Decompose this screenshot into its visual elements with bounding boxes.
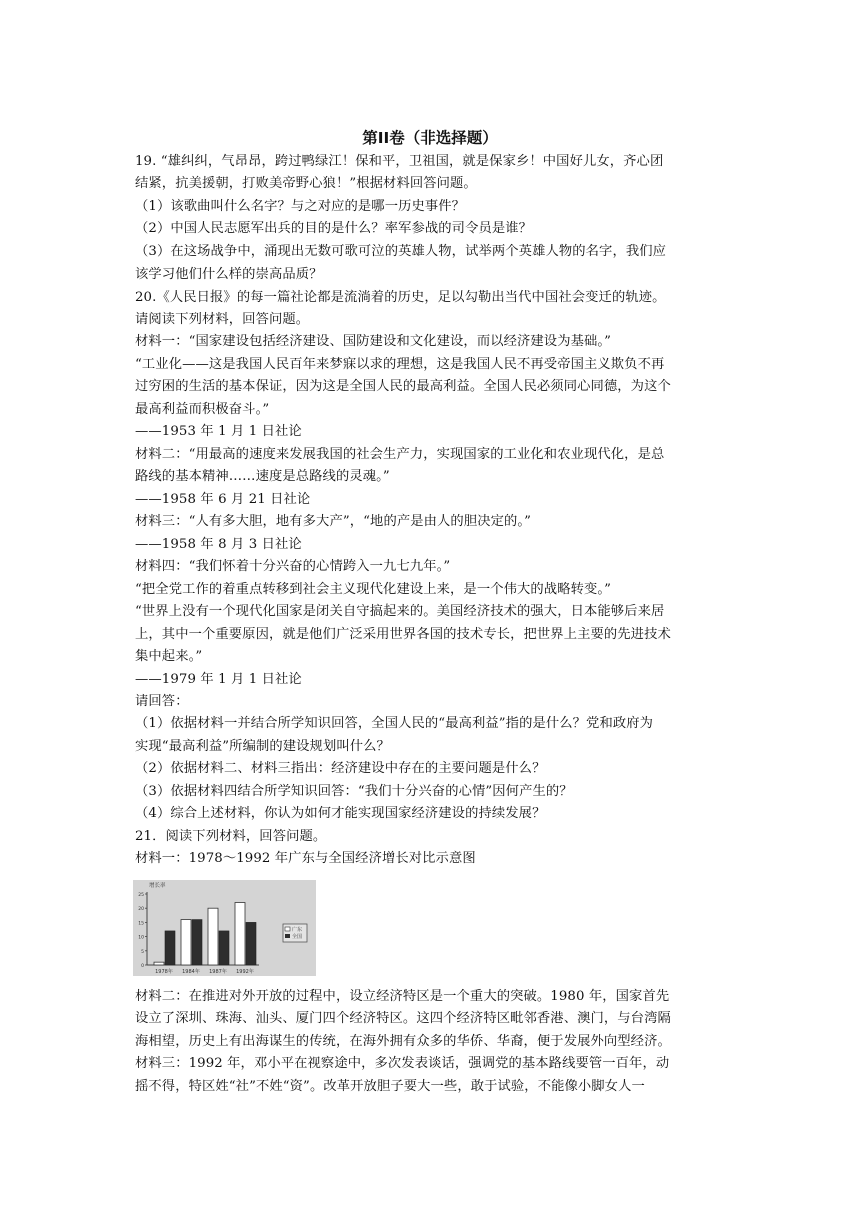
q20-material-1-line-2: “工业化——这是我国人民百年来梦寐以求的理想，这是我国人民不再受帝国主义欺负不再 xyxy=(135,357,665,372)
y-tick-label-3: 15 xyxy=(138,921,144,927)
bar-national-1 xyxy=(192,920,202,965)
q19-stem-line-1: 19. “雄纠纠，气昂昂，跨过鸭绿江！保和平，卫祖国，就是保家乡！中国好儿女，齐心团 xyxy=(135,154,664,169)
q20-stem-line-1: 20.《人民日报》的每一篇社论都是流淌着的历史，足以勾勒出当代中国社会变迁的轨迹。 xyxy=(135,290,666,305)
x-tick-label-0: 1978年 xyxy=(155,969,173,975)
chart-svg xyxy=(133,880,316,976)
q20-material-1-line-4: 最高利益而积极奋斗。” xyxy=(135,402,270,417)
q19-sub-question-3-line-1: （3）在这场战争中，涌现出无数可歌可泣的英雄人物，试举两个英雄人物的名字，我们应 xyxy=(135,244,667,259)
legend-swatch-guangdong xyxy=(285,927,290,931)
q20-sub-question-2: （2）依据材料二、材料三指出：经济建设中存在的主要问题是什么？ xyxy=(135,761,546,776)
q19-sub-question-2: （2）中国人民志愿军出兵的目的是什么？率军参战的司令员是谁？ xyxy=(135,221,533,236)
y-tick-label-4: 20 xyxy=(138,907,144,913)
q20-stem-line-2: 请阅读下列材料，回答问题。 xyxy=(135,312,310,327)
bar-national-0 xyxy=(165,931,175,965)
q20-sub-question-1-line-1: （1）依据材料一并结合所学知识回答，全国人民的“最高利益”指的是什么？党和政府为 xyxy=(135,716,654,731)
q20-material-2-line-2: 路线的基本精神……速度是总路线的灵魂。” xyxy=(135,469,390,484)
legend-label-national: 全国 xyxy=(292,934,303,940)
q21-material-2-line-1: 材料二：在推进对外开放的过程中，设立经济特区是一个重大的突破。1980 年，国家首先 xyxy=(135,989,670,1004)
q21-material-2-line-3: 海相望，历史上有出海谋生的传统，在海外拥有众多的华侨、华裔，便于发展外向型经济。 xyxy=(135,1034,671,1049)
q20-sub-question-1-line-2: 实现“最高利益”所编制的建设规划叫什么？ xyxy=(135,739,390,754)
y-axis-label: 增长率 xyxy=(149,883,166,889)
bar-national-2 xyxy=(219,931,229,965)
q20-material-3-source: ——1958 年 8 月 3 日社论 xyxy=(135,537,302,552)
q20-material-1-line-3: 过穷困的生活的基本保证，因为这是全国人民的最高利益。全国人民必须同心同德，为这个 xyxy=(135,379,671,394)
growth-comparison-chart xyxy=(133,880,316,976)
y-tick-label-5: 25 xyxy=(138,893,144,898)
x-tick-label-2: 1987年 xyxy=(209,969,227,975)
q21-material-3-line-1: 材料三：1992 年，邓小平在视察途中，多次发表谈话，强调党的基本路线要管一百年，动 xyxy=(135,1056,670,1071)
q21-material-3-line-2: 摇不得，特区姓“社”不姓“资”。改革开放胆子要大一些，敢于试验，不能像小脚女人一 xyxy=(135,1079,645,1094)
q21-stem: 21．阅读下列材料，回答问题。 xyxy=(135,829,327,844)
q20-sub-question-4: （4）综合上述材料，你认为如何才能实现国家经济建设的持续发展？ xyxy=(135,806,546,821)
section-title: 第II卷（非选择题） xyxy=(362,129,498,147)
q19-sub-question-3-line-2: 该学习他们什么样的崇高品质？ xyxy=(135,267,323,282)
bar-national-3 xyxy=(246,922,256,965)
bar-guangdong-0 xyxy=(154,962,164,965)
q20-material-4-source: ——1979 年 1 月 1 日社论 xyxy=(135,672,302,687)
bar-guangdong-2 xyxy=(208,908,218,965)
q20-material-1-source: ——1953 年 1 月 1 日社论 xyxy=(135,424,302,439)
q19-sub-question-1: （1）该歌曲叫什么名字？与之对应的是哪一历史事件？ xyxy=(135,199,466,214)
q20-material-3-line-1: 材料三：“人有多大胆，地有多大产”，“地的产是由人的胆决定的。” xyxy=(135,514,532,529)
bar-guangdong-3 xyxy=(235,903,245,965)
q20-material-2-source: ——1958 年 6 月 21 日社论 xyxy=(135,492,311,507)
y-tick-label-0: 0 xyxy=(141,964,144,969)
q20-material-4-line-2: “把全党工作的着重点转移到社会主义现代化建设上来，是一个伟大的战略转变。” xyxy=(135,582,612,597)
x-tick-label-1: 1984年 xyxy=(182,969,200,975)
y-tick-label-1: 5 xyxy=(141,949,144,955)
bar-guangdong-1 xyxy=(181,920,191,965)
q21-material-1-caption: 材料一：1978～1992 年广东与全国经济增长对比示意图 xyxy=(135,851,476,866)
y-tick-label-2: 10 xyxy=(138,935,144,941)
q20-material-4-line-1: 材料四：“我们怀着十分兴奋的心情跨入一九七九年。” xyxy=(135,559,451,574)
q20-material-4-line-3: “世界上没有一个现代化国家是闭关自守搞起来的。美国经济技术的强大，日本能够后来居 xyxy=(135,604,665,619)
q20-sub-question-3: （3）依据材料四结合所学知识回答：“我们十分兴奋的心情”因何产生的？ xyxy=(135,784,573,799)
x-tick-label-3: 1992年 xyxy=(236,969,254,975)
q21-material-2-line-2: 设立了深圳、珠海、汕头、厦门四个经济特区。这四个经济特区毗邻香港、澳门，与台湾隔 xyxy=(135,1011,671,1026)
q20-material-4-line-5: 集中起来。” xyxy=(135,649,203,664)
q20-material-1-line-1: 材料一：“国家建设包括经济建设、国防建设和文化建设，而以经济建设为基础。” xyxy=(135,334,612,349)
q19-stem-line-2: 结紧，抗美援朝，打败美帝野心狼！”根据材料回答问题。 xyxy=(135,176,477,191)
q20-material-2-line-1: 材料二：“用最高的速度来发展我国的社会生产力，实现国家的工业化和农业现代化，是总 xyxy=(135,447,665,462)
q20-material-4-line-4: 上，其中一个重要原因，就是他们广泛采用世界各国的技术专长，把世界上主要的先进技术 xyxy=(135,627,671,642)
legend-label-guangdong: 广东 xyxy=(292,927,303,933)
legend-swatch-national xyxy=(285,934,290,938)
q20-please-answer: 请回答： xyxy=(135,694,189,709)
